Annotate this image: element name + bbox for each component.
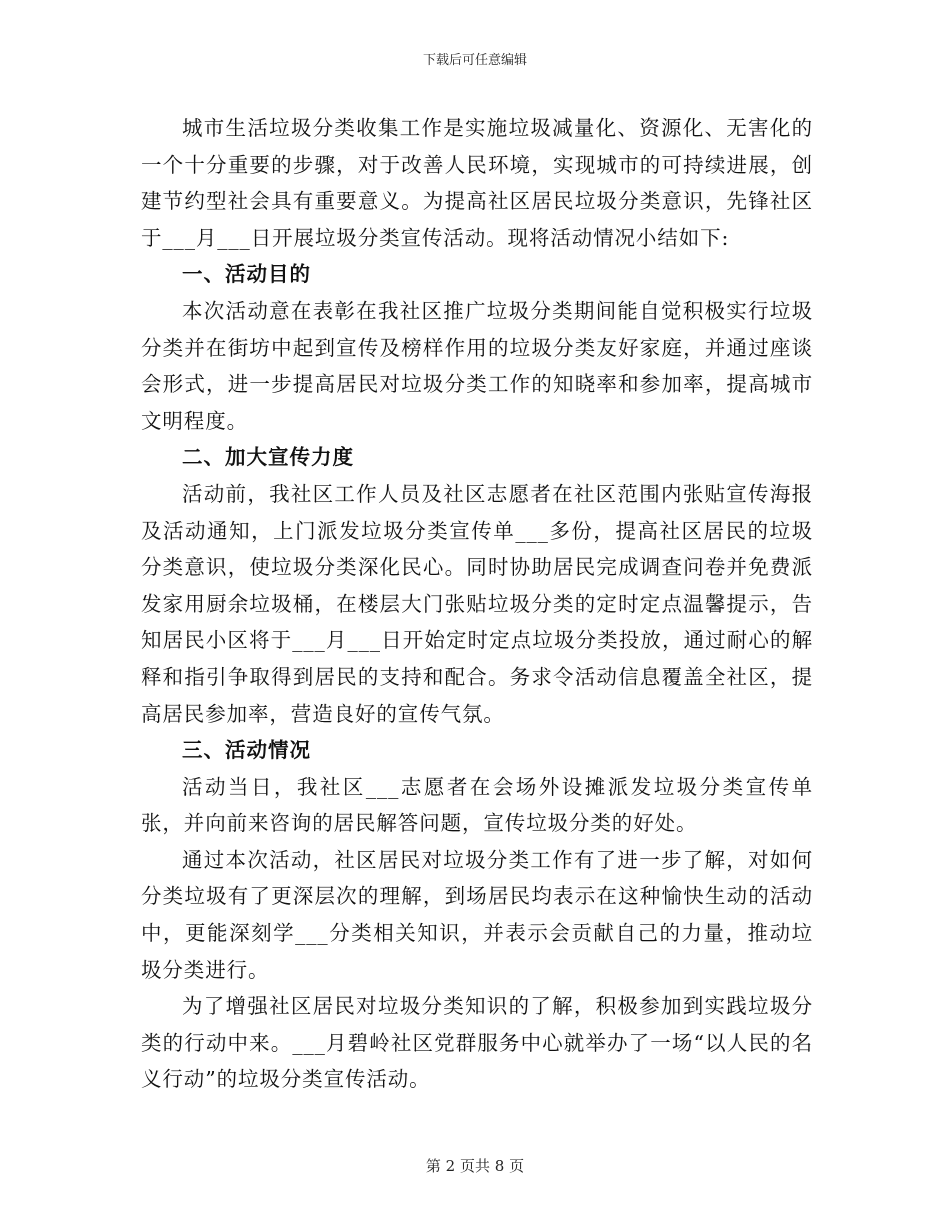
- activity-paragraph-2: 通过本次活动，社区居民对垃圾分类工作有了进一步了解，对如何分类垃圾有了更深层次的理解，到场居民均表示在这种愉快生动的活动中，更能深刻学___分类相关知识，并表示会贡献自己的力量，推动垃圾分类进行。: [141, 847, 813, 982]
- document-body: [141, 110, 813, 1098]
- intro-paragraph: 城市生活垃圾分类收集工作是实施垃圾减量化、资源化、无害化的一个十分重要的步骤，对于改善人民环境，实现城市的可持续进展，创建节约型社会具有重要意义。为提高社区居民垃圾分类意识，先锋社区于___月___日开展垃圾分类宣传活动。现将活动情况小结如下:: [141, 116, 813, 250]
- section-heading-publicity: 二、加大宣传力度: [182, 445, 354, 470]
- section-heading-purpose: 一、活动目的: [182, 262, 311, 287]
- page-footer: 第 2 页共 8 页: [425, 1157, 525, 1175]
- page-header: 下载后可任意编辑: [422, 53, 527, 68]
- activity-paragraph-3: 为了增强社区居民对垃圾分类知识的了解，积极参加到实践垃圾分类的行动中来。___月碧岭社区党群服务中心就举办了一场“以人民的名义行动”的垃圾分类宣传活动。: [141, 994, 813, 1092]
- activity-paragraph-1: 活动当日，我社区___志愿者在会场外设摊派发垃圾分类宣传单张，并向前来咨询的居民解答问题，宣传垃圾分类的好处。: [141, 774, 813, 836]
- publicity-paragraph: 活动前，我社区工作人员及社区志愿者在社区范围内张贴宣传海报及活动通知，上门派发垃圾分类宣传单___多份，提高社区居民的垃圾分类意识，使垃圾分类深化民心。同时协助居民完成调查问卷并免费派发家用厨余垃圾桶，在楼层大门张贴垃圾分类的定时定点温馨提示，告知居民小区将于___月___日开始定时定点垃圾分类投放，通过耐心的解释和指引争取得到居民的支持和配合。务求令活动信息覆盖全社区，提高居民参加率，营造良好的宣传气氛。: [141, 481, 813, 726]
- purpose-paragraph: 本次活动意在表彰在我社区推广垃圾分类期间能自觉积极实行垃圾分类并在街坊中起到宣传及榜样作用的垃圾分类友好家庭，并通过座谈会形式，进一步提高居民对垃圾分类工作的知晓率和参加率，提高城市文明程度。: [141, 298, 813, 433]
- section-heading-activity: 三、活动情况: [182, 738, 311, 763]
